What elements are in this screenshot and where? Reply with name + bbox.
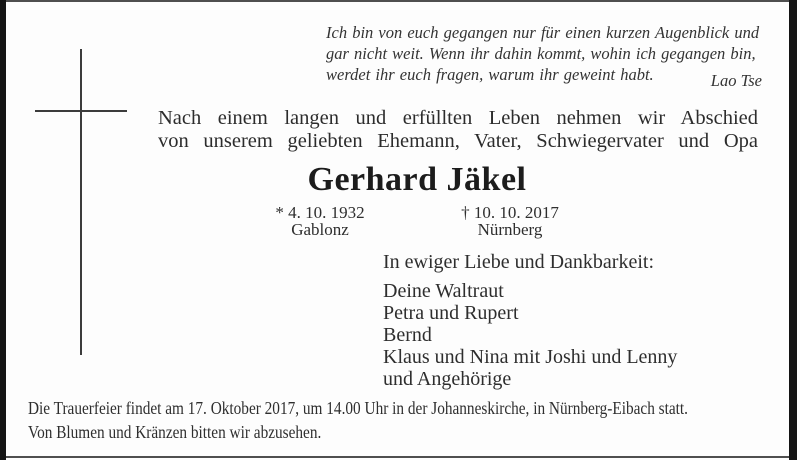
mourner-line: Petra und Rupert (383, 302, 519, 324)
top-frame-rule (0, 0, 791, 2)
birth-place: Gablonz (291, 220, 349, 239)
death-place: Nürnberg (477, 220, 543, 239)
intro-line: Nach einem langen und erfüllten Leben nehmen wir Abschied (158, 107, 758, 129)
bottom-frame-rule (0, 456, 791, 458)
quote-line: gar nicht weit. Wenn ihr dahin kommt, wohin ich gegangen bin, (326, 44, 756, 63)
funeral-details-line: Von Blumen und Kränzen bitten wir abzusehen. (28, 421, 322, 442)
deceased-name: Gerhard Jäkel (307, 161, 527, 198)
mourner-line: Deine Waltraut (383, 280, 504, 302)
death-info (440, 204, 580, 238)
mourner-line: Bernd (383, 324, 432, 346)
right-column-bar (789, 0, 797, 460)
mourner-line: Klaus und Nina mit Joshi und Lenny (383, 346, 678, 368)
dedication-line: In ewiger Liebe und Dankbarkeit: (383, 251, 655, 273)
mourner-line: und Angehörige (383, 368, 512, 390)
quote-line: werdet ihr euch fragen, warum ihr geweint habt. (326, 65, 654, 84)
quote-line: Ich bin von euch gegangen nur für einen kurzen Augenblick und (326, 23, 760, 42)
intro-line: von unserem geliebten Ehemann, Vater, Schwiegervater und Opa (158, 130, 758, 152)
cross-horizontal-beam (35, 110, 127, 112)
cross-vertical-beam (80, 49, 82, 355)
death-date: † 10. 10. 2017 (461, 203, 559, 222)
quote-attribution: Lao Tse (710, 71, 762, 90)
left-column-bar (0, 0, 6, 460)
funeral-details-line: Die Trauerfeier findet am 17. Oktober 2017, um 14.00 Uhr in der Johanneskirche, in Nürnberg-Eibach statt. (28, 398, 689, 418)
birth-date: * 4. 10. 1932 (275, 203, 365, 222)
funeral-details (28, 397, 793, 444)
mourners-list (383, 280, 677, 390)
intro-paragraph (158, 107, 758, 153)
birth-info (250, 204, 390, 238)
